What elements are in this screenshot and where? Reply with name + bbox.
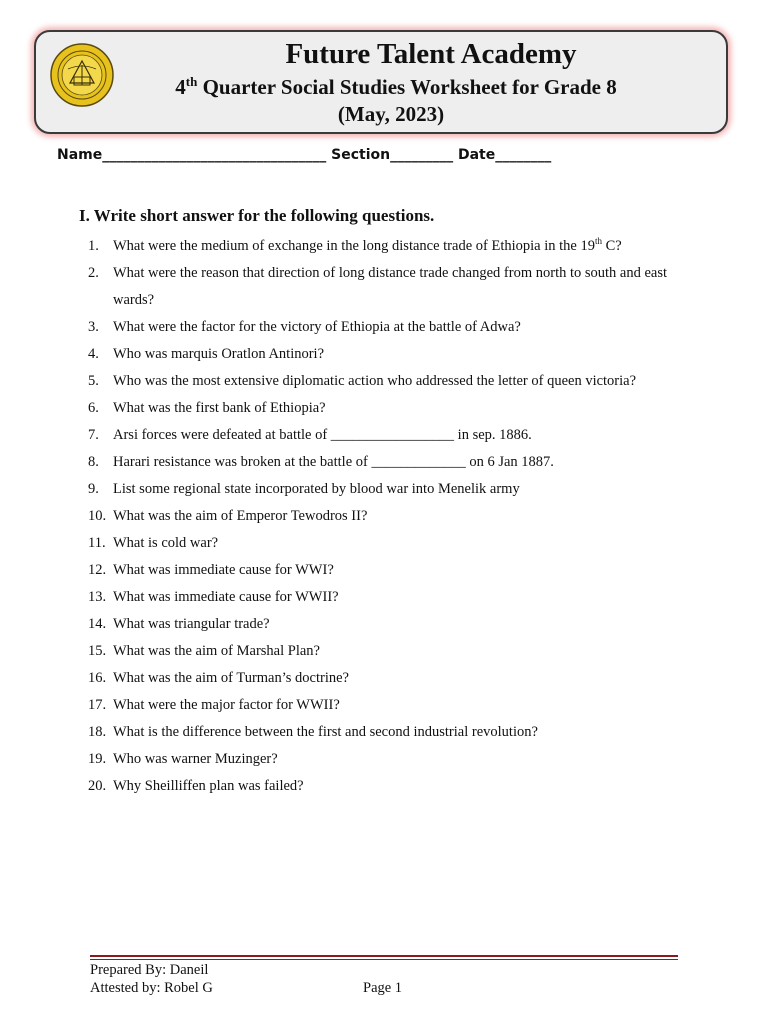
- question-text: Who was warner Muzinger?: [113, 751, 278, 767]
- question-text: What was the first bank of Ethiopia?: [113, 400, 326, 416]
- student-info-line[interactable]: Name________________________________ Section_________ Date________: [57, 147, 552, 163]
- question-number: 6.: [88, 400, 99, 416]
- question-item: [88, 314, 688, 341]
- question-text: What was immediate cause for WWI?: [113, 562, 334, 578]
- question-text: What were the major factor for WWII?: [113, 697, 340, 713]
- question-item: [88, 503, 688, 530]
- question-item: [88, 719, 688, 746]
- question-text: Why Sheilliffen plan was failed?: [113, 778, 304, 794]
- question-number: 3.: [88, 319, 99, 335]
- question-text: What was the aim of Emperor Tewodros II?: [113, 508, 368, 524]
- question-number: 8.: [88, 454, 99, 470]
- question-item: [88, 530, 688, 557]
- question-item: [88, 557, 688, 584]
- school-seal-icon: [50, 39, 114, 111]
- question-item: [88, 341, 688, 368]
- question-item: [88, 260, 688, 314]
- question-text: What was the aim of Turman’s doctrine?: [113, 670, 349, 686]
- question-item: [88, 611, 688, 638]
- attested-by: Attested by: Robel G: [90, 980, 213, 996]
- question-number: 12.: [88, 562, 107, 578]
- question-item: [88, 584, 688, 611]
- question-text: What were the reason that direction of long distance trade changed from north to south and east wards?: [113, 265, 668, 308]
- prepared-by: Prepared By: Daneil: [90, 962, 209, 978]
- section-heading: I. Write short answer for the following questions.: [79, 206, 435, 225]
- school-name: Future Talent Academy: [285, 38, 577, 70]
- question-superscript: th: [594, 236, 602, 247]
- question-item: [88, 233, 688, 260]
- question-number: 13.: [88, 589, 107, 605]
- question-number: 9.: [88, 481, 99, 497]
- question-number: 7.: [88, 427, 99, 443]
- question-text: Who was marquis Oratlon Antinori?: [113, 346, 325, 362]
- question-text-tail: C?: [601, 238, 622, 254]
- question-number: 17.: [88, 697, 107, 713]
- question-number: 16.: [88, 670, 107, 686]
- question-number: 19.: [88, 751, 107, 767]
- question-number: 18.: [88, 724, 107, 740]
- worksheet-title: 4th Quarter Social Studies Worksheet for Grade 8: [175, 74, 617, 99]
- question-number: 14.: [88, 616, 107, 632]
- question-text: What is the difference between the first and second industrial revolution?: [113, 724, 538, 740]
- question-text: What were the factor for the victory of Ethiopia at the battle of Adwa?: [113, 319, 521, 335]
- worksheet-date: (May, 2023): [337, 102, 445, 126]
- question-number: 11.: [88, 535, 106, 551]
- question-list: [88, 233, 688, 800]
- question-number: 5.: [88, 373, 99, 389]
- question-text: What were the medium of exchange in the long distance trade of Ethiopia in the 19: [113, 238, 595, 254]
- question-text: What was immediate cause for WWII?: [113, 589, 339, 605]
- question-text: Harari resistance was broken at the battle of _____________ on 6 Jan 1887.: [113, 454, 554, 470]
- question-item: [88, 746, 688, 773]
- question-text: Who was the most extensive diplomatic action who addressed the letter of queen victoria?: [113, 373, 637, 389]
- worksheet-header: [34, 30, 728, 134]
- question-number: 2.: [88, 265, 99, 281]
- question-item: [88, 638, 688, 665]
- question-item: [88, 773, 688, 800]
- question-item: [88, 422, 688, 449]
- question-item: [88, 476, 688, 503]
- footer-rule: [90, 955, 678, 957]
- question-number: 1.: [88, 238, 99, 254]
- question-number: 20.: [88, 778, 107, 794]
- question-item: [88, 449, 688, 476]
- footer-rule-thin: [90, 959, 678, 960]
- question-text: Arsi forces were defeated at battle of _________________ in sep. 1886.: [113, 427, 532, 443]
- page-number: Page 1: [363, 980, 403, 996]
- question-text: What is cold war?: [113, 535, 219, 551]
- question-item: [88, 665, 688, 692]
- question-text: List some regional state incorporated by blood war into Menelik army: [113, 481, 520, 497]
- question-number: 10.: [88, 508, 107, 524]
- question-number: 4.: [88, 346, 99, 362]
- question-item: [88, 368, 688, 395]
- question-number: 15.: [88, 643, 107, 659]
- question-text: What was the aim of Marshal Plan?: [113, 643, 320, 659]
- question-text: What was triangular trade?: [113, 616, 270, 632]
- question-item: [88, 692, 688, 719]
- question-item: [88, 395, 688, 422]
